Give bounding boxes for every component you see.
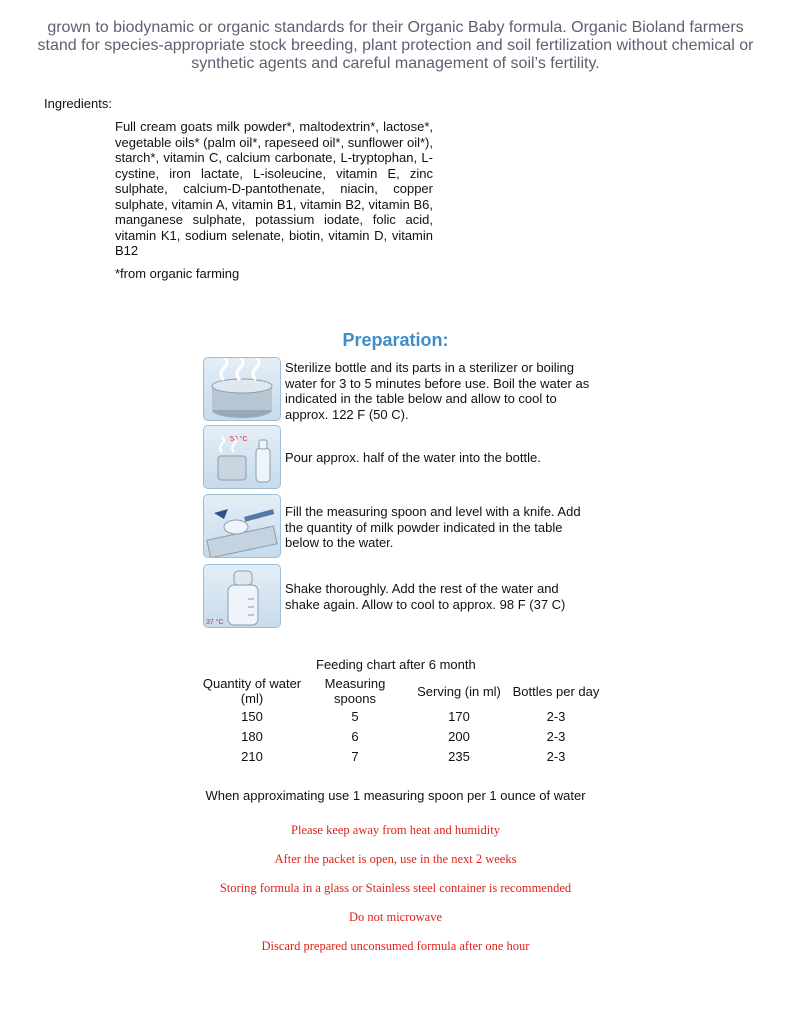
step-2-text: Pour approx. half of the water into the bottle. (285, 450, 541, 465)
cell-serving: 235 (448, 749, 470, 764)
shake-bottle-icon (203, 564, 281, 628)
preparation-title: Preparation: (342, 330, 449, 350)
header-serving: Serving (in ml) (417, 683, 501, 699)
cell-bottles: 2-3 (546, 749, 566, 764)
table-row (200, 707, 600, 727)
ingredients-text: Full cream goats milk powder*, maltodextrin*, lactose*, vegetable oils* (palm oil*, rapeseed oil*, sunflower oil*), starch*, vitamin C, calcium carbonate, L-tryptophan, L-cystine, iron lactate, L-isoleucine, vitamin E, zinc sulphate, calcium-D-pantothenate, niacin, copper sulphate, vitamin A, vitamin B1, vitamin B2, vitamin B6, manganese sulphate, potassium iodate, folic acid, vitamin K1, sodium selenate, biotin, vitamin D, vitamin B12 (115, 119, 433, 258)
warning-no-microwave: Do not microwave (348, 910, 443, 924)
sterilizer-pot-icon (203, 357, 281, 421)
temperature-37-label: 37 °C (206, 619, 224, 626)
organic-farming-note: *from organic farming (115, 266, 240, 281)
step-3-text: Fill the measuring spoon and level with a knife. Add the quantity of milk powder indicated in the table below to the water. (285, 504, 581, 550)
cell-water: 150 (241, 709, 263, 724)
table-row (200, 727, 600, 747)
cell-bottles: 2-3 (546, 709, 566, 724)
header-bottles-per-day: Bottles per day (512, 683, 600, 699)
cell-spoons: 6 (351, 729, 359, 744)
warning-discard-after-hour: Discard prepared unconsumed formula after one hour (261, 939, 530, 953)
header-measuring-spoons: Measuring spoons (324, 676, 386, 706)
cell-serving: 170 (448, 709, 470, 724)
cell-water: 210 (241, 749, 263, 764)
feeding-chart-title: Feeding chart after 6 month (316, 657, 476, 672)
warning-storage-container: Storing formula in a glass or Stainless steel container is recommended (219, 881, 572, 895)
feeding-chart-table (200, 675, 600, 767)
cell-serving: 200 (448, 729, 470, 744)
cell-spoons: 7 (351, 749, 359, 764)
intro-paragraph: grown to biodynamic or organic standards for their Organic Baby formula. Organic Bioland farmers stand for species-appropriate stock breeding, plant protection and soil fertilization without chemical or synthetic agents and careful management of soil’s fertility. (37, 19, 754, 72)
cell-water: 180 (241, 729, 263, 744)
header-water-quantity: Quantity of water (ml) (202, 676, 302, 706)
pour-water-icon (203, 425, 281, 489)
warning-heat-humidity: Please keep away from heat and humidity (291, 823, 500, 837)
measuring-spoon-icon (203, 494, 281, 558)
cell-bottles: 2-3 (546, 729, 566, 744)
step-1-text: Sterilize bottle and its parts in a sterilizer or boiling water for 3 to 5 minutes before use. Boil the water as indicated in the table below and allow to cool to approx. 122 F (50 C). (285, 360, 590, 422)
cell-spoons: 5 (351, 709, 359, 724)
step-4-text: Shake thoroughly. Add the rest of the water and shake again. Allow to cool to approx. 98 F (37 C) (285, 581, 566, 612)
ingredients-label: Ingredients: (44, 96, 112, 111)
warning-use-within-2-weeks: After the packet is open, use in the next 2 weeks (274, 852, 517, 866)
table-row (200, 747, 600, 767)
approximation-note: When approximating use 1 measuring spoon per 1 ounce of water (205, 788, 586, 803)
feeding-chart-header-row (200, 675, 600, 707)
temperature-50-label: 50 °C (230, 436, 248, 443)
